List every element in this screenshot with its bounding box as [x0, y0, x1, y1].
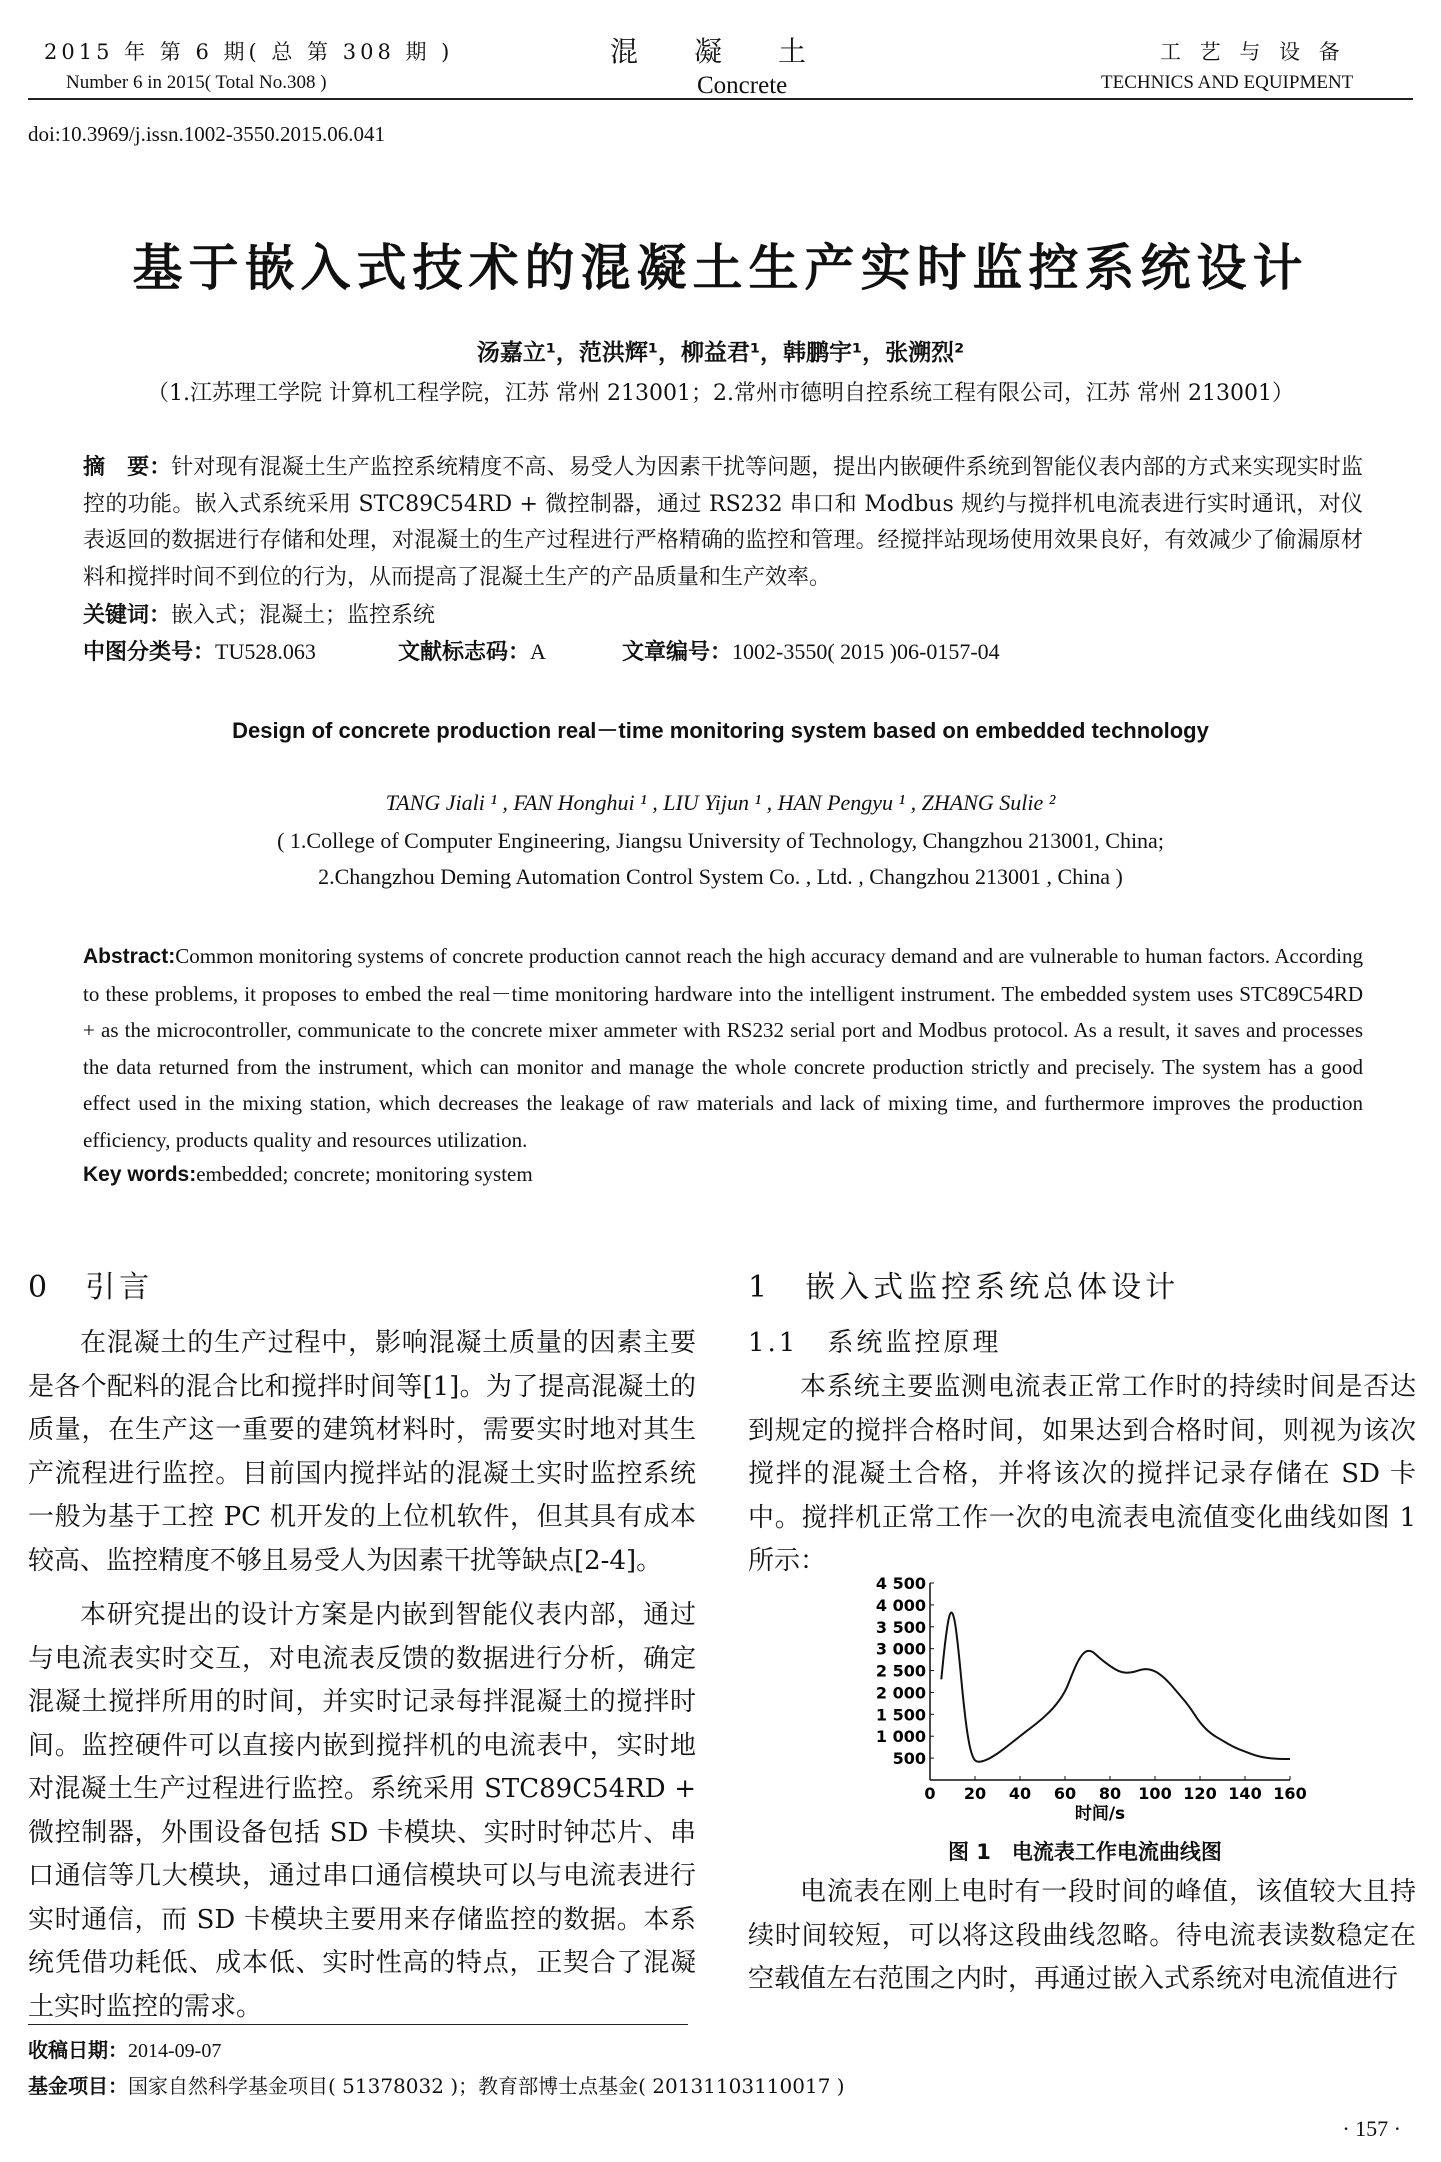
- chart-y-tick-label: 3 500: [875, 1617, 926, 1637]
- chart-x-tick-label: 120: [1183, 1784, 1217, 1803]
- abstract-en-label: Abstract:: [83, 945, 176, 968]
- section-1-heading: 1 嵌入式监控系统总体设计: [748, 1270, 1180, 1305]
- article-number-label: 文章编号：: [622, 640, 733, 665]
- section-1-1-heading: 1.1 系统监控原理: [748, 1328, 1002, 1358]
- chart-y-tick-label: 4 000: [875, 1595, 926, 1615]
- chart-y-tick-label: 500: [892, 1749, 926, 1769]
- paper-title-cn: 基于嵌入式技术的混凝土生产实时监控系统设计: [132, 239, 1309, 297]
- received-label: 收稿日期：: [28, 2038, 128, 2062]
- chart-y-tick-label: 1 500: [875, 1705, 926, 1725]
- chart-y-tick-label: 1 000: [875, 1727, 926, 1747]
- article-number-value: 1002-3550( 2015 )06-0157-04: [732, 639, 1000, 664]
- chart-y-tick-label: 2 000: [875, 1683, 926, 1703]
- chart-x-tick-label: 20: [963, 1784, 987, 1803]
- affiliation-cn: （1.江苏理工学院 计算机工程学院，江苏 常州 213001；2.常州市德明自控系统工程有限公司，江苏 常州 213001）: [147, 381, 1294, 406]
- affiliation-en-2: 2.Changzhou Deming Automation Control System Co. , Ltd. , Changzhou 213001 , China ): [318, 864, 1123, 889]
- page-number: · 157 ·: [1342, 2116, 1401, 2141]
- fund-info: [28, 2070, 845, 2099]
- chart-y-tick-label: 4 500: [875, 1575, 926, 1593]
- received-value: 2014-09-07: [128, 2040, 222, 2062]
- abstract-en: [83, 938, 1363, 1159]
- footnote-rule: [28, 2024, 688, 2025]
- header-column-cn: 工 艺 与 设 备: [1160, 40, 1346, 64]
- abstract-en-text: Common monitoring systems of concrete production cannot reach the high accuracy demand and are vulnerable to human factors. According to these problems, it proposes to embed the real－time monitoring hardware into the intelligent instrument. The embedded system uses STC89C54RD + as the microcontroller, communicate to the concrete mixer ammeter with RS232 serial port and Modbus protocol. As a result, it saves and processes the data returned from the instrument, which can monitor and manage the whole concrete production strictly and precisely. The system has a good effect used in the mixing station, which decreases the leakage of raw materials and lack of mixing time, and furthermore improves the production efficiency, products quality and resources utilization.: [83, 944, 1363, 1152]
- figure-1-chart: [860, 1575, 1310, 1825]
- chart-ticks: [876, 1575, 1307, 1803]
- chart-y-tick-label: 2 500: [875, 1661, 926, 1681]
- keywords-cn-text: 嵌入式；混凝土；监控系统: [171, 603, 436, 628]
- chart-x-tick-label: 0: [924, 1784, 936, 1803]
- chart-x-tick-label: 100: [1138, 1784, 1172, 1803]
- paper-title-en: Design of concrete production real－time monitoring system based on embedded technology: [232, 718, 1209, 743]
- section-1-paragraph-2: 电流表在刚上电时有一段时间的峰值，该值较大且持续时间较短，可以将这段曲线忽略。待电流表读数稳定在空载值左右范围之内时，再通过嵌入式系统对电流值进行: [748, 1877, 1416, 1994]
- section-0-paragraph-2: 本研究提出的设计方案是内嵌到智能仪表内部，通过与电流表实时交互，对电流表反馈的数据进行分析，确定混凝土搅拌所用的时间，并实时记录每拌混凝土的搅拌时间。监控硬件可以直接内嵌到搅拌机的电流表中，实时地对混凝土生产过程进行监控。系统采用 STC89C54RD + 微控制器，外围设备包括 SD 卡模块、实时时钟芯片、串口通信等几大模块，通过串口通信模块可以与电流表进行实时通信，而 SD 卡模块主要用来存储监控的数据。本系统凭借功耗低、成本低、实时性高的特点，正契合了混凝土实时监控的需求。: [28, 1600, 696, 2022]
- abstract-cn-label: 摘 要：: [83, 455, 172, 480]
- authors-cn: 汤嘉立¹，范洪辉¹，柳益君¹，韩鹏宇¹，张溯烈²: [476, 340, 965, 366]
- doc-code: [398, 634, 546, 672]
- keywords-en-text: embedded; concrete; monitoring system: [196, 1162, 533, 1186]
- chart-x-axis-label: 时间/s: [1074, 1804, 1126, 1824]
- chart-axes: [930, 1583, 1290, 1780]
- fund-value: 国家自然科学基金项目( 51378032 )；教育部博士点基金( 20131103110017 ): [128, 2074, 845, 2098]
- header-issue-cn: 2015 年 第 6 期( 总 第 308 期 ): [44, 40, 454, 64]
- abstract-cn: [83, 450, 1363, 596]
- chart-series-line: [941, 1613, 1290, 1762]
- section-0-heading: 0 引言: [28, 1270, 154, 1305]
- header-rule: [28, 98, 1413, 100]
- chart-x-tick-label: 140: [1228, 1784, 1262, 1803]
- section-1-paragraph-1: 本系统主要监测电流表正常工作时的持续时间是否达到规定的搅拌合格时间，如果达到合格时间，则视为该次搅拌的混凝土合格，并将该次的搅拌记录存储在 SD 卡中。搅拌机正常工作一次的电流表电流值变化曲线如图 1 所示：: [748, 1372, 1416, 1576]
- header-column-en: TECHNICS AND EQUIPMENT: [1101, 72, 1354, 93]
- header-journal-cn: 混 凝 土: [610, 35, 807, 68]
- affiliation-en-1: ( 1.College of Computer Engineering, Jiangsu University of Technology, Changzhou 213001, China;: [277, 828, 1164, 853]
- header-issue-en: Number 6 in 2015( Total No.308 ): [66, 72, 327, 93]
- chart-x-tick-label: 160: [1273, 1784, 1307, 1803]
- abstract-cn-text: 针对现有混凝土生产监控系统精度不高、易受人为因素干扰等问题，提出内嵌硬件系统到智能仪表内部的方式来实现实时监控的功能。嵌入式系统采用 STC89C54RD + 微控制器，通过 RS232 串口和 Modbus 规约与搅拌机电流表进行实时通讯，对仪表返回的数据进行存储和处理，对混凝土的生产过程进行严格精确的监控和管理。经搅拌站现场使用效果良好，有效减少了偷漏原材料和搅拌时间不到位的行为，从而提高了混凝土生产的产品质量和生产效率。: [83, 455, 1363, 590]
- keywords-en-label: Key words:: [83, 1163, 197, 1186]
- keywords-cn: [83, 598, 435, 635]
- chart-x-tick-label: 60: [1053, 1784, 1077, 1803]
- authors-en: TANG Jiali ¹ , FAN Honghui ¹ , LIU Yijun ¹ , HAN Pengyu ¹ , ZHANG Sulie ²: [385, 790, 1056, 815]
- keywords-cn-label: 关键词：: [83, 603, 172, 628]
- doi: doi:10.3969/j.issn.1002-3550.2015.06.041: [28, 122, 386, 146]
- section-0-paragraph-1: 在混凝土的生产过程中，影响混凝土质量的因素主要是各个配料的混合比和搅拌时间等[1]。为了提高混凝土的质量，在生产这一重要的建筑材料时，需要实时地对其生产流程进行监控。目前国内搅拌站的混凝土实时监控系统一般为基于工控 PC 机开发的上位机软件，但其具有成本较高、监控精度不够且易受人为因素干扰等缺点[2-4]。: [28, 1328, 696, 1576]
- figure-1-caption: 图 1 电流表工作电流曲线图: [948, 1840, 1222, 1864]
- chart-x-tick-label: 40: [1008, 1784, 1032, 1803]
- article-number: [622, 634, 1000, 672]
- clc-value: TU528.063: [215, 639, 316, 664]
- clc-label: 中图分类号：: [83, 640, 216, 665]
- received-date: [28, 2034, 221, 2063]
- keywords-en: [83, 1162, 533, 1187]
- chart-x-tick-label: 80: [1098, 1784, 1122, 1803]
- doc-code-value: A: [530, 639, 546, 664]
- doc-code-label: 文献标志码：: [398, 640, 531, 665]
- chart-y-tick-label: 3 000: [875, 1639, 926, 1659]
- clc-number: [83, 634, 316, 672]
- header-journal-en: Concrete: [697, 72, 788, 99]
- chart-series: [941, 1613, 1290, 1762]
- fund-label: 基金项目：: [28, 2074, 128, 2098]
